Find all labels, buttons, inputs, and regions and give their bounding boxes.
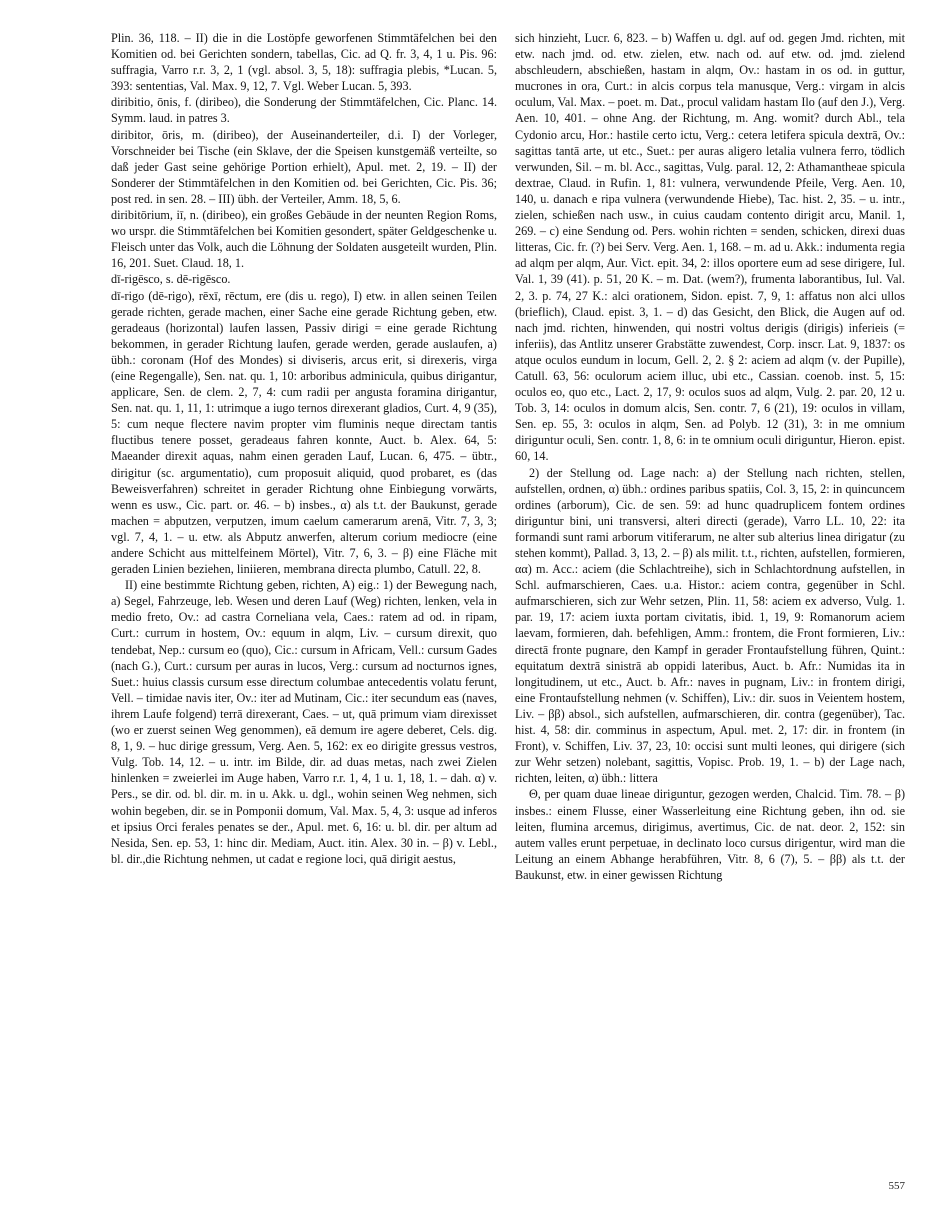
- entry-dirigo-theta: Θ, per quam duae lineae diriguntur, gezogen werden, Chalcid. Tim. 78. – β) insbes.: einem Flusse, einer Wasserleitung eine Richtung geben, ihn od. sie leiten, flumina arcemus, dirigimus, avertimus, Cic. de nat. deor. 2, 152: sin autem valles erunt perpetuae, in declinato loco cursus dirigentur, wird man die Leitung an einem Abhange herabführen, Vitr. 8, 6 (7), 5. – ββ) als t.t. der Baukunst, etw. in einer gewissen Richtung: [515, 787, 905, 882]
- page-number: 557: [888, 1180, 905, 1192]
- entry-dirigesco: dī-rigēsco, s. dē-rigēsco.: [111, 272, 231, 287]
- right-column: [515, 30, 905, 883]
- entry-diribitio: diribitio, ōnis, f. (diribeo), die Sonderung der Stimmtäfelchen, Cic. Planc. 14. Symm. laud. in patres 3.: [111, 95, 497, 126]
- entry-dirigo: dī-rigo (dē-rigo), rēxī, rēctum, ere (dis u. rego), I) etw. in allen seinen Teilen gerade richten, gerade machen, einer Sache eine gerade Richtung geben, etw. geradeaus (horizontal) laufen lassen, Passiv dirigi = eine gerade Richtung bekommen, in gerader Richtung laufen, gerade werden, gerade auslaufen, a) übh.: coronam (Hof des Mondes) si diviseris, arcus erit, si direxeris, virga (eine Regengalle), Sen. nat. qu. 1, 10: arboribus adminicula, quibus dirigantur, applicare, Sen. de clem. 2, 7, 4: cum radii per angusta foramina dirigantur, Sen. nat. qu. 1, 11, 1: utrimque a iugo ternos direxerant gladios, Curt. 4, 9 (35), 5: cum neque flectere navim propter vim fluminis neque directam tantis fluctibus tenere posset, geradeaus fahren konnte, Auct. b. Alex. 64, 5: Maeander direxit aquas, nahm einen geraden Lauf, Lucan. 6, 475. – übtr., dirigitur (sc. argumentatio), cum proposuit aliquid, quod probaret, es (das Beweisverfahren) schreitet in gerader Richtung ohne Einbiegung vorwärts, wenn es usw., Cic. part. or. 46. – b) insbes., α) als t.t. der Baukunst, gerade machen = abputzen, verputzen, imum caelum camerarum arenā, Vitr. 7, 3, 3; vgl. 7, 4, 1. – u. etw. als Abputz anwerfen, alterum corium mediocre (eine andere Schicht aus mittelfeinem Mörtel), Vitr. 7, 6, 3. – β) eine Fläche mit geraden Linien beziehen, liniieren, membrana directa plumbo, Catull. 22, 8.: [111, 288, 497, 577]
- entry-diribitorium: diribitōrium, iī, n. (diribeo), ein großes Gebäude in der neunten Region Roms, wo urspr. die Stimmtäfelchen bei Komitien gesondert, später Geldgeschenke u. Fleisch unter das Volk, auch die Löhnung der Soldaten ausgeteilt wurden, Plin. 16, 201. Suet. Claud. 18, 1.: [111, 208, 497, 271]
- entry-continuation-diribeo: Plin. 36, 118. – II) die in die Lostöpfe geworfenen Stimmtäfelchen bei den Komitien od. bei Gerichten sondern, tabellas, Cic. ad Q. fr. 3, 4, 1 u. Pis. 96: suffragia, Varro r.r. 3, 2, 1 (vgl. absol. 3, 5, 18): suffragia plebis, *Lucan. 5, 393: sententias, Val. Max. 9, 12, 7. Vgl. Weber Lucan. 5, 393.: [111, 31, 497, 94]
- entry-dirigo-position: 2) der Stellung od. Lage nach: a) der Stellung nach richten, stellen, aufstellen, ordnen, α) übh.: ordines paribus spatiis, Col. 3, 15, 2: in quincuncem ordines (arborum), Cic. de sen. 59: ad hunc quadruplicem fontem ordines diriguntur bini, uni transversi, alteri directi (gerade), Varro LL. 10, 22: ita formandi sunt rami arborum vitiferarum, ne alter sub alterius linea dirigatur (zu stehen kommt), Pallad. 3, 13, 2. – β) als milit. t.t., richten, aufstellen, formieren, αα) m. Acc.: aciem (die Schlachtreihe), sich in Schlachtordnung aufstellen, in Schl. aufmarschieren, Caes. u.a. Histor.: aciem contra, gegenüber in Schl. aufmarschieren, sich zur Wehr setzen, Plin. 11, 58: aciem ex adverso, Vulg. 1. par. 19, 17: aciem iuxta portam civitatis, ibid. 1, 19, 9: Romanorum aciem laevam, formieren, dah. befehligen, Amm.: frontem, die Front formieren, Liv.: directā fronte pugnare, den Kampf in gerader Frontaufstellung führen, Quint.: equitatum dextrā sinistrā ab oppidi lateribus, Auct. b. Afr.: Numidas ita in longitudinem, ut etc., Auct. b. Afr.: naves in pugnam, Liv.: in frontem dirigi, eine Frontaufstellung nehmen (v. Schiffen), Liv.: dir. suos in Veientem hostem, Liv. – ββ) absol., sich aufstellen, aufmarschieren, dir. contra (gegenüber), Tac. hist. 4, 58: dir. comminus in aspectum, Apul. met. 2, 17: dir. in frontem (in Front), v. Schiffen, Liv. 37, 23, 10: occisi sunt multi leones, qui dirigere (sich zur Wehr setzen) nolebant, sagittis, Vopisc. Prob. 19, 1. – b) der Lage nach, richten, leiten, α) übh.: littera: [515, 465, 905, 786]
- entry-dirigo-section-2: II) eine bestimmte Richtung geben, richten, A) eig.: 1) der Bewegung nach, a) Segel, Fahrzeuge, leb. Wesen und deren Lauf (Weg) richten, lenken, vela in medio freto, Ov.: ad castra Corneliana vela, Caes.: ratem ad od. in ripam, Curt.: currum in hostem, Ov.: equum in alqm, Liv. – cursum direxit, quo tendebat, Nep.: cursum eo (quo), Cic.: cursum in Africam, Vell.: cursum Gades (nach G.), Curt.: cursum per auras in lucos, Verg.: cursum ad nocturnos ignes, Suet.: huius classis cursum esse directum columbae antecedentis volatu ferunt, Vell. – timidae navis iter, Ov.: iter ad Mutinam, Cic.: iter secundum eas (naves, ihrem Laufe folgend) terrā direxerant, Caes. – ut, quā primum viam direxisset (wo er zuerst seinen Weg genommen), eā demum ire agere deberet, Cels. dig. 8, 1, 9. – huc dirige gressum, Verg. Aen. 5, 162: ex eo dirigite gressus vestros, Vulg. Tob. 14, 12. – u. intr. im Bilde, dir. ad duas metas, nach zwei Zielen hinlenken = zweierlei im Auge haben, Varro r.r. 1, 4, 1 u. 1, 18, 1. – dah. α) v. Pers., se dir. od. bl. dir. m. in u. Akk. u. dgl., wohin seinen Weg nehmen, sich wohin begeben, dir. se in Pomponii domum, Val. Max. 5, 4, 3: usque ad inferos et ipsius Orci ferales penates se der., Apul. met. 6, 16: u. bl. dir. per altum ad Nesida, Sen. ep. 53, 1: hinc dir. Mediam, Auct. itin. Alex. 30 in. – β) v. Lebl., bl. dir.,die Richtung nehmen, ut cadat e regione loci, quā dirigit aestus,: [111, 578, 498, 866]
- entry-diribitor: diribitor, ōris, m. (diribeo), der Auseinanderteiler, d.i. I) der Vorleger, Vorschneider bei Tische (ein Sklave, der die Speisen kunstgemäß verteilte, so daß jeder Gast seine gehörige Portion erhielt), Apul. met. 2, 19. – II) der Sonderer der Stimmtäfelchen in den Komitien od. bei Gerichten, Cic. Pis. 36; post red. in sen. 28. – III) übh. der Verteiler, Amm. 18, 5, 6.: [111, 127, 497, 206]
- entry-dirigo-continuation: sich hinzieht, Lucr. 6, 823. – b) Waffen u. dgl. auf od. gegen Jmd. richten, mit etw. nach jmd. od. etw. zielen, etw. nach od. auf etw. od. jmd. zielend abschleudern, abschießen, hastam in alqm, Ov.: hastam in os od. in guttur, mucrones in ora, Curt.: in alcis corpus tela manusque, Verg.: virgam in alcis oculum, Val. Max. – poet. m. Dat., procul validam hastam Ilo (auf den J.), Verg. Aen. 10, 401. – ohne Ang. der Richtung, m. Ang. womit? durch Abl., tela Cydonio arcu, Hor.: hastile certo ictu, Verg.: cetera letifera spicula dextrā, Ov.: sagittas tantā arte, ut etc., Suet.: per auras aligero letalia vulnera ferro, tödlich verwunden, Sil. – m. bl. Acc., sagittas, Vulg. paral. 12, 2: Athamantheae spicula dextrae, Claud. in Rufin. 1, 81: vulnera, verwundende Pfeile, Verg. Aen. 10, 140, u. danach e ripa vulnera (verwundende Hiebe), Tac. hist. 2, 35. – u. intr., zielen, schießen nach usw., in cuius caudam contento dirigit arcu, Manil. 1, 269. – c) eine Sendung od. Pers. wohin richten = senden, schicken, direxi duas litteras, Cic. fr. (?) bei Serv. Verg. Aen. 1, 168. – m. ad u. Akk.: indumenta regia ad alqm per alqm, Aur. Vict. epit. 34, 2: illos oportere eum ad sese dirigere, Iul. Val. 1, 39 (41). p. 51, 20 K. – m. Dat. (wem?), frumenta laborantibus, Iul. Val. 2, 3. p. 74, 27 K.: alci orationem, Sidon. epist. 7, 9, 1: affatus non alci ullos (brieflich), Claud. epist. 3, 1. – d) das Gesicht, den Blick, die Augen auf od. nach jmd. richten, hinwenden, qui nostri voltus derigis (dirigis) inferieis (= inferiis), das Antlitz unserer Grabstätte zuwendest, Corp. inscr. Lat. 9, 1837: os atque oculos eundum in locum, Gell. 2, 2. § 2: aciem ad alqm (v. der Pupille), Catull. 63, 56: oculorum aciem illuc, ubi etc., Cassian. coenob. inst. 5, 15: oculos eo, quo etc., Lact. 2, 17, 9: oculos suos ad alqm, Vulg. 2. par. 20, 12 u. Tob. 3, 14: oculos in domum alcis, Sen. contr. 7, 6 (21), 19: oculos in villam, Sen. ep. 55, 3: oculos in alqm, Sen. ad Polyb. 12 (31), 3: in me omnium diriguntur oculi, Sen. contr. 1, 8, 6: in te omnium oculi diriguntur, Hieron. epist. 60, 14.: [515, 31, 905, 464]
- left-column: [111, 30, 497, 867]
